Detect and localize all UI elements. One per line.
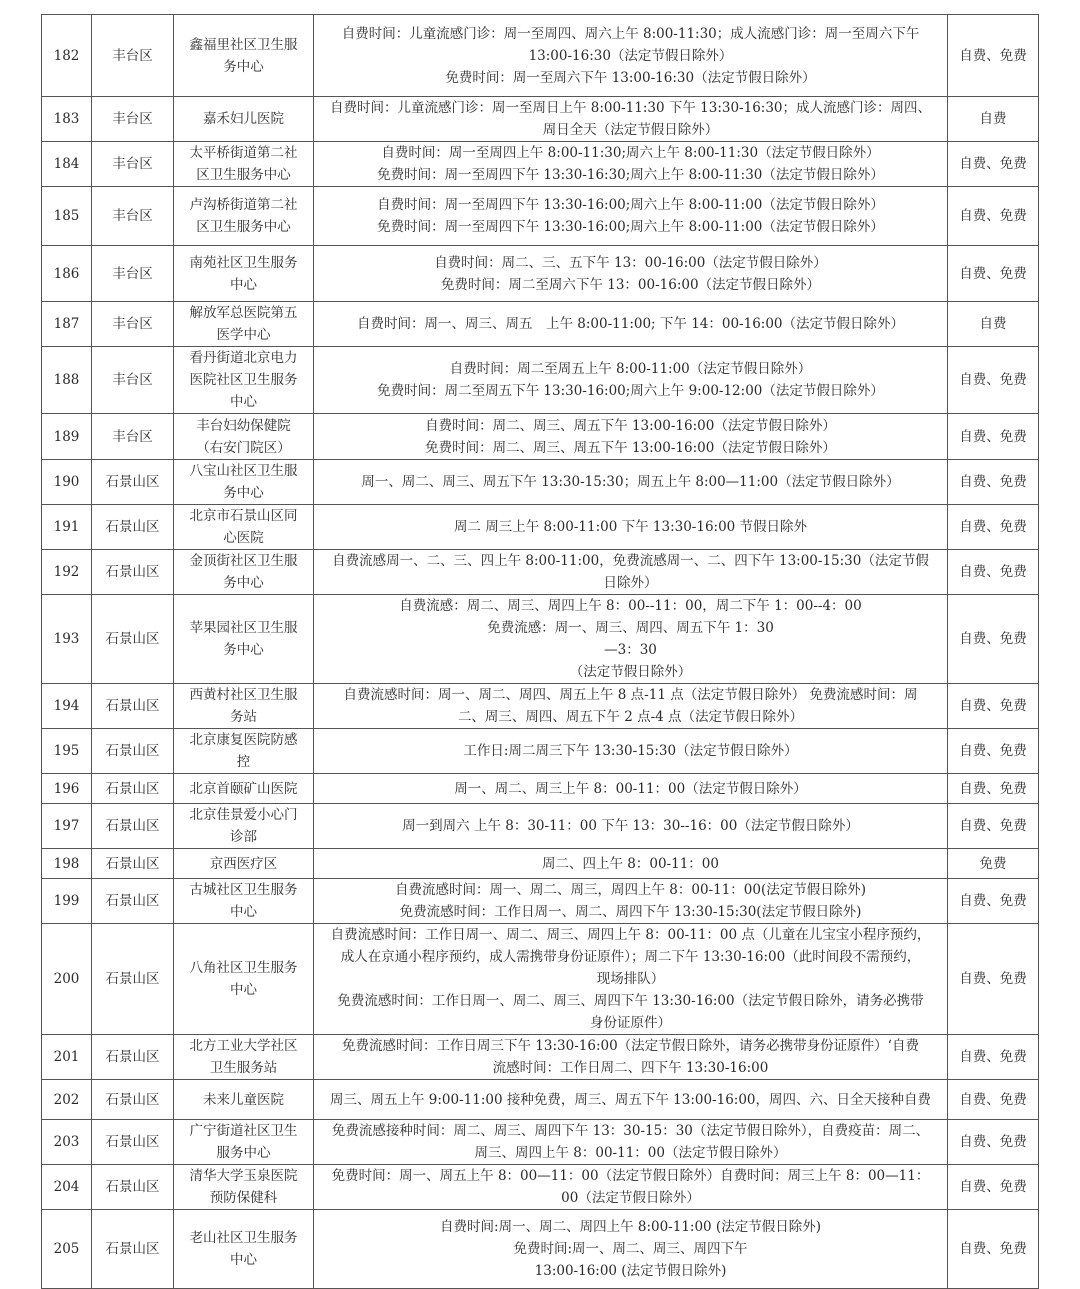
institution-cell-line: 清华大学玉泉医院 — [189, 1168, 298, 1184]
service-time-cell — [314, 804, 948, 849]
service-time-cell-line: 免费流感时间：工作日周一、周二、周四下午 13:30-15:30(法定节假日除外) — [399, 904, 862, 920]
row-number-cell: 191 — [42, 505, 92, 550]
district-cell: 石景山区 — [92, 804, 174, 849]
service-time-cell-line: 13:00-16:00 (法定节假日除外) — [534, 1263, 727, 1279]
institution-cell — [174, 505, 314, 550]
fee-type-cell: 自费、免费 — [948, 1120, 1039, 1165]
table-row — [42, 187, 1039, 246]
district-cell: 石景山区 — [92, 1165, 174, 1210]
district-cell: 石景山区 — [92, 1210, 174, 1289]
fee-type-cell: 自费、免费 — [948, 15, 1039, 97]
institution-cell — [174, 187, 314, 246]
institution-cell — [174, 302, 314, 347]
service-time-cell-line: 免费时间：周二至周五下午 13:30-16:00;周六上午 9:00-12:00（法定节假日除外） — [377, 383, 884, 399]
institution-cell — [174, 1035, 314, 1080]
service-time-cell-line: 免费流感接种时间：周二、周三、周四下午 13：30-15：30（法定节假日除外），自费疫苗：周二、 — [331, 1123, 930, 1139]
service-time-cell — [314, 97, 948, 142]
table-row — [42, 1210, 1039, 1289]
service-time-cell-line: 自费流感：周二、周三、周四上午 8：00--11：00，周二下午 1：00--4：00 — [399, 598, 862, 614]
fee-type-cell: 自费、免费 — [948, 729, 1039, 774]
row-number-cell: 188 — [42, 347, 92, 414]
service-time-cell — [314, 684, 948, 729]
institution-cell — [174, 550, 314, 595]
institution-cell-line: 区卫生服务中心 — [196, 219, 291, 235]
institution-cell-line: 区卫生服务中心 — [196, 167, 291, 183]
service-time-cell — [314, 849, 948, 879]
table-row — [42, 246, 1039, 302]
service-time-cell-line: 自费时间：周二至周五上午 8:00-11:00（法定节假日除外） — [449, 361, 812, 377]
row-number-cell: 190 — [42, 460, 92, 505]
institution-cell — [174, 729, 314, 774]
service-time-cell — [314, 460, 948, 505]
service-time-cell-line: 免费时间：周一至周四下午 13:30-16:30;周六上午 8:00-11:30（法定节假日除外） — [377, 167, 884, 183]
table-row — [42, 142, 1039, 187]
institution-cell-line: 北京佳景爱小心门 — [189, 807, 298, 823]
fee-type-cell: 自费、免费 — [948, 684, 1039, 729]
district-cell: 石景山区 — [92, 550, 174, 595]
service-time-cell-line: 周一、周二、周三、周五下午 13:30-15:30；周五上午 8:00—11:00（法定节假日除外） — [361, 474, 900, 490]
service-time-cell-line: 日除外） — [603, 575, 658, 591]
institution-cell-line: 心医院 — [223, 530, 264, 546]
district-cell: 石景山区 — [92, 460, 174, 505]
district-cell: 丰台区 — [92, 246, 174, 302]
service-time-cell-line: 流感时间：工作日周二、四下午 13:30-16:00 — [492, 1060, 769, 1076]
service-time-cell-line: 13:00-16:30（法定节假日除外） — [528, 47, 733, 64]
institution-cell-line: 金顶街社区卫生服 — [189, 553, 298, 569]
row-number-cell: 182 — [42, 15, 92, 97]
service-time-cell — [314, 1080, 948, 1120]
institution-cell — [174, 142, 314, 187]
row-number-cell: 192 — [42, 550, 92, 595]
service-time-cell-line: —3：30 — [604, 642, 657, 658]
service-time-cell-line: 自费流感时间：工作日周一、周二、周三、周四上午 8：00-11：00 点（儿童在儿宝宝小程序预约， — [330, 927, 931, 943]
institution-cell-line: 八角社区卫生服务 — [189, 960, 298, 976]
service-time-cell-line: 周日全天（法定节假日除外） — [542, 122, 719, 138]
institution-cell-line: 预防保健科 — [209, 1190, 278, 1206]
district-cell: 石景山区 — [92, 1035, 174, 1080]
service-time-cell-line: （法定节假日除外） — [569, 664, 692, 680]
table-row — [42, 774, 1039, 804]
table-row — [42, 1120, 1039, 1165]
institution-cell-line: 中心 — [230, 982, 257, 998]
service-time-cell-line: 周二 周三上午 8:00-11:00 下午 13:30-16:00 节假日除外 — [453, 519, 808, 535]
fee-type-cell: 自费、免费 — [948, 774, 1039, 804]
institution-cell-line: 北京市石景山区同 — [189, 508, 298, 524]
institution-cell-line: 务中心 — [223, 58, 264, 75]
row-number-cell: 197 — [42, 804, 92, 849]
service-time-cell-line: 免费时间：周一至周六下午 13:00-16:30（法定节假日除外） — [445, 69, 816, 86]
institution-cell-line: 丰台妇幼保健院 — [196, 417, 291, 434]
service-time-cell-line: 自费时间：周一至周四下午 13:30-16:00;周六上午 8:00-11:00（法定节假日除外） — [377, 197, 884, 213]
row-number-cell: 186 — [42, 246, 92, 302]
table-row — [42, 684, 1039, 729]
institution-cell-line: 诊部 — [230, 829, 257, 845]
institution-cell-line: 北方工业大学社区 — [189, 1038, 298, 1054]
institution-cell-line: 中心 — [230, 394, 257, 410]
institution-cell-line: 南苑社区卫生服务 — [189, 254, 298, 271]
institution-cell — [174, 684, 314, 729]
institution-cell — [174, 97, 314, 142]
service-time-cell — [314, 774, 948, 804]
institution-cell-line: 中心 — [230, 1252, 257, 1268]
service-time-cell-line: 免费流感时间：工作日周三下午 13:30-16:00（法定节假日除外，请务必携带身份证原件）‘自费 — [342, 1038, 919, 1054]
institution-cell-line: 北京首颐矿山医院 — [189, 780, 298, 797]
service-time-cell-line: 免费时间：周一、周五上午 8：00—11：00（法定节假日除外）自费时间：周三上午 8：00—11： — [331, 1168, 930, 1184]
service-time-cell — [314, 550, 948, 595]
service-time-cell-line: 免费时间：周二至周六下午 13：00-16:00（法定节假日除外） — [440, 276, 821, 293]
fee-type-cell: 自费、免费 — [948, 187, 1039, 246]
institution-cell-line: 务中心 — [223, 485, 264, 501]
service-time-cell-line: 免费流感：周一、周三、周四、周五下午 1：30 — [487, 620, 774, 636]
row-number-cell: 183 — [42, 97, 92, 142]
institution-cell — [174, 849, 314, 879]
institution-cell — [174, 246, 314, 302]
fee-type-cell: 自费、免费 — [948, 879, 1039, 924]
district-cell: 石景山区 — [92, 1080, 174, 1120]
district-cell: 石景山区 — [92, 595, 174, 684]
table-row — [42, 1080, 1039, 1120]
table-row — [42, 595, 1039, 684]
institution-cell-line: 卫生服务站 — [209, 1060, 278, 1076]
district-cell: 石景山区 — [92, 774, 174, 804]
service-time-cell — [314, 595, 948, 684]
row-number-cell: 196 — [42, 774, 92, 804]
row-number-cell: 193 — [42, 595, 92, 684]
row-number-cell: 184 — [42, 142, 92, 187]
fee-type-cell: 自费、免费 — [948, 924, 1039, 1035]
table-row — [42, 924, 1039, 1035]
service-time-cell — [314, 246, 948, 302]
fee-type-cell: 自费、免费 — [948, 550, 1039, 595]
table-row — [42, 460, 1039, 505]
institution-cell-line: 古城社区卫生服务 — [189, 882, 298, 898]
row-number-cell: 205 — [42, 1210, 92, 1289]
institution-cell — [174, 774, 314, 804]
service-time-cell-line: 自费时间：儿童流感门诊：周一至周日上午 8:00-11:30 下午 13:30-16:30；成人流感门诊：周四、 — [329, 100, 932, 116]
table-body — [42, 15, 1039, 1289]
institution-cell-line: （右安门院区） — [196, 439, 291, 456]
table-row — [42, 550, 1039, 595]
service-time-cell — [314, 505, 948, 550]
institution-cell-line: 未来儿童医院 — [203, 1091, 284, 1108]
table-row — [42, 804, 1039, 849]
service-time-cell-line: 00（法定节假日除外） — [561, 1190, 700, 1206]
row-number-cell: 202 — [42, 1080, 92, 1120]
district-cell: 石景山区 — [92, 729, 174, 774]
district-cell: 丰台区 — [92, 347, 174, 414]
institution-cell-line: 北京康复医院防感 — [189, 732, 298, 748]
service-time-cell-line: 成人在京通小程序预约，成人需携带身份证原件）；周二下午 13:30-16:00（此时间段不需预约， — [340, 949, 921, 965]
service-time-cell-line: 周三、周四上午 8：00-11：00（法定节假日除外） — [474, 1145, 787, 1161]
fee-type-cell: 自费、免费 — [948, 804, 1039, 849]
row-number-cell: 201 — [42, 1035, 92, 1080]
service-time-cell-line: 免费时间：周二、周三、周五下午 13:00-16:00（法定节假日除外） — [425, 439, 836, 456]
service-time-cell-line: 周三、周五上午 9:00-11:00 接种免费，周三、周五下午 13:00-16:00，周四、六、日全天接种自费 — [329, 1091, 932, 1108]
institution-cell-line: 务中心 — [223, 575, 264, 591]
institution-cell-line: 八宝山社区卫生服 — [189, 463, 298, 479]
service-time-cell-line: 自费时间：儿童流感门诊：周一至周四、周六上午 8:00-11:30；成人流感门诊：周一至周六下午 — [341, 25, 920, 42]
service-time-cell-line: 自费流感时间：周一、周二、周三，周四上午 8：00-11：00(法定节假日除外) — [394, 882, 866, 898]
institution-cell — [174, 804, 314, 849]
service-time-cell-line: 自费时间：周一、周三、周五 上午 8:00-11:00; 下午 14：00-16:00（法定节假日除外） — [356, 316, 905, 332]
institution-cell-line: 控 — [236, 754, 251, 770]
table-row — [42, 347, 1039, 414]
district-cell: 石景山区 — [92, 849, 174, 879]
service-time-cell-line: 自费时间：周二、三、五下午 13：00-16:00（法定节假日除外） — [434, 254, 827, 271]
district-cell: 石景山区 — [92, 1120, 174, 1165]
service-time-cell — [314, 879, 948, 924]
row-number-cell: 199 — [42, 879, 92, 924]
district-cell: 丰台区 — [92, 302, 174, 347]
institution-cell-line: 务中心 — [223, 642, 264, 658]
institution-cell — [174, 1120, 314, 1165]
institution-cell — [174, 1165, 314, 1210]
table-row — [42, 1035, 1039, 1080]
district-cell: 石景山区 — [92, 684, 174, 729]
service-time-cell-line: 自费流感周一、二、三、四上午 8:00-11:00，免费流感周一、二、四下午 13:00-15:30（法定节假 — [332, 553, 929, 569]
vaccination-schedule-table — [41, 14, 1039, 1289]
service-time-cell — [314, 924, 948, 1035]
table-row — [42, 729, 1039, 774]
service-time-cell-line: 周一、周二、周三上午 8：00-11：00（法定节假日除外） — [454, 780, 807, 797]
institution-cell-line: 太平桥街道第二社 — [189, 145, 298, 161]
fee-type-cell: 自费、免费 — [948, 1035, 1039, 1080]
district-cell: 丰台区 — [92, 15, 174, 97]
fee-type-cell: 自费、免费 — [948, 414, 1039, 460]
institution-cell-line: 鑫福里社区卫生服 — [189, 36, 298, 53]
district-cell: 石景山区 — [92, 879, 174, 924]
row-number-cell: 195 — [42, 729, 92, 774]
service-time-cell-line: 二、周三、周四、周五下午 2 点-4 点（法定节假日除外） — [457, 709, 804, 725]
service-time-cell-line: 免费时间:周一、周二、周三、周四下午 — [513, 1241, 748, 1257]
institution-cell — [174, 1080, 314, 1120]
district-cell: 丰台区 — [92, 97, 174, 142]
row-number-cell: 194 — [42, 684, 92, 729]
service-time-cell — [314, 1165, 948, 1210]
service-time-cell — [314, 187, 948, 246]
fee-type-cell: 免费 — [948, 849, 1039, 879]
service-time-cell-line: 免费时间：周一至周四下午 13:30-16:00;周六上午 8:00-11:00（法定节假日除外） — [377, 219, 884, 235]
row-number-cell: 185 — [42, 187, 92, 246]
service-time-cell-line: 工作日:周二周三下午 13:30-15:30（法定节假日除外） — [463, 743, 798, 759]
row-number-cell: 187 — [42, 302, 92, 347]
district-cell: 石景山区 — [92, 505, 174, 550]
district-cell: 丰台区 — [92, 142, 174, 187]
district-cell: 丰台区 — [92, 187, 174, 246]
institution-cell — [174, 879, 314, 924]
fee-type-cell: 自费、免费 — [948, 460, 1039, 505]
fee-type-cell: 自费、免费 — [948, 1210, 1039, 1289]
institution-cell-line: 解放军总医院第五 — [189, 305, 298, 321]
service-time-cell-line: 现场排队） — [596, 971, 665, 987]
institution-cell — [174, 347, 314, 414]
fee-type-cell: 自费、免费 — [948, 347, 1039, 414]
institution-cell-line: 医院社区卫生服务 — [189, 372, 298, 388]
row-number-cell: 200 — [42, 924, 92, 1035]
service-time-cell-line: 自费时间：周二、周三、周五下午 13:00-16:00（法定节假日除外） — [425, 417, 836, 434]
fee-type-cell: 自费、免费 — [948, 505, 1039, 550]
row-number-cell: 198 — [42, 849, 92, 879]
service-time-cell-line: 自费时间:周一、周二、周四上午 8:00-11:00 (法定节假日除外) — [440, 1219, 821, 1235]
service-time-cell-line: 自费流感时间：周一、周二、周四、周五上午 8 点-11 点（法定节假日除外） 免费流感时间：周 — [343, 687, 918, 703]
service-time-cell — [314, 302, 948, 347]
institution-cell-line: 嘉禾妇儿医院 — [203, 111, 284, 127]
service-time-cell — [314, 1120, 948, 1165]
service-time-cell — [314, 414, 948, 460]
service-time-cell-line: 周二、四上午 8：00-11：00 — [542, 855, 719, 872]
service-time-cell — [314, 142, 948, 187]
service-time-cell-line: 自费时间：周一至周四上午 8:00-11:30;周六上午 8:00-11:30（法定节假日除外） — [381, 145, 880, 161]
table-row — [42, 1165, 1039, 1210]
institution-cell-line: 卢沟桥街道第二社 — [189, 197, 298, 213]
institution-cell — [174, 595, 314, 684]
row-number-cell: 189 — [42, 414, 92, 460]
service-time-cell-line: 免费流感时间：工作日周一、周二、周三、周四下午 13:30-16:00（法定节假日除外，请务必携带 — [337, 993, 924, 1009]
institution-cell-line: 医学中心 — [216, 327, 271, 343]
institution-cell-line: 老山社区卫生服务 — [189, 1230, 298, 1246]
service-time-cell — [314, 15, 948, 97]
institution-cell-line: 中心 — [230, 904, 257, 920]
row-number-cell: 203 — [42, 1120, 92, 1165]
service-time-cell-line: 身份证原件） — [590, 1015, 671, 1031]
fee-type-cell: 自费 — [948, 97, 1039, 142]
institution-cell — [174, 414, 314, 460]
table-row — [42, 97, 1039, 142]
table-row — [42, 879, 1039, 924]
row-number-cell: 204 — [42, 1165, 92, 1210]
table-row — [42, 849, 1039, 879]
district-cell: 石景山区 — [92, 924, 174, 1035]
fee-type-cell: 自费、免费 — [948, 142, 1039, 187]
fee-type-cell: 自费、免费 — [948, 1080, 1039, 1120]
district-cell: 丰台区 — [92, 414, 174, 460]
institution-cell-line: 西黄村社区卫生服 — [189, 687, 298, 703]
institution-cell-line: 中心 — [230, 276, 257, 293]
service-time-cell-line: 周一到周六 上午 8：30-11：00 下午 13：30--16：00（法定节假日除外） — [402, 818, 859, 834]
institution-cell — [174, 1210, 314, 1289]
fee-type-cell: 自费、免费 — [948, 1165, 1039, 1210]
institution-cell-line: 服务中心 — [216, 1145, 271, 1161]
service-time-cell — [314, 347, 948, 414]
service-time-cell — [314, 1035, 948, 1080]
institution-cell — [174, 15, 314, 97]
fee-type-cell: 自费 — [948, 302, 1039, 347]
institution-cell-line: 京西医疗区 — [209, 855, 278, 872]
institution-cell-line: 看丹街道北京电力 — [189, 350, 298, 366]
table-row — [42, 414, 1039, 460]
institution-cell-line: 广宁街道社区卫生 — [189, 1123, 298, 1139]
institution-cell-line: 务站 — [230, 709, 257, 725]
institution-cell — [174, 460, 314, 505]
table-row — [42, 302, 1039, 347]
table-row — [42, 505, 1039, 550]
table-row — [42, 15, 1039, 97]
fee-type-cell: 自费、免费 — [948, 595, 1039, 684]
fee-type-cell: 自费、免费 — [948, 246, 1039, 302]
service-time-cell — [314, 1210, 948, 1289]
institution-cell — [174, 924, 314, 1035]
service-time-cell — [314, 729, 948, 774]
institution-cell-line: 苹果园社区卫生服 — [189, 620, 298, 636]
